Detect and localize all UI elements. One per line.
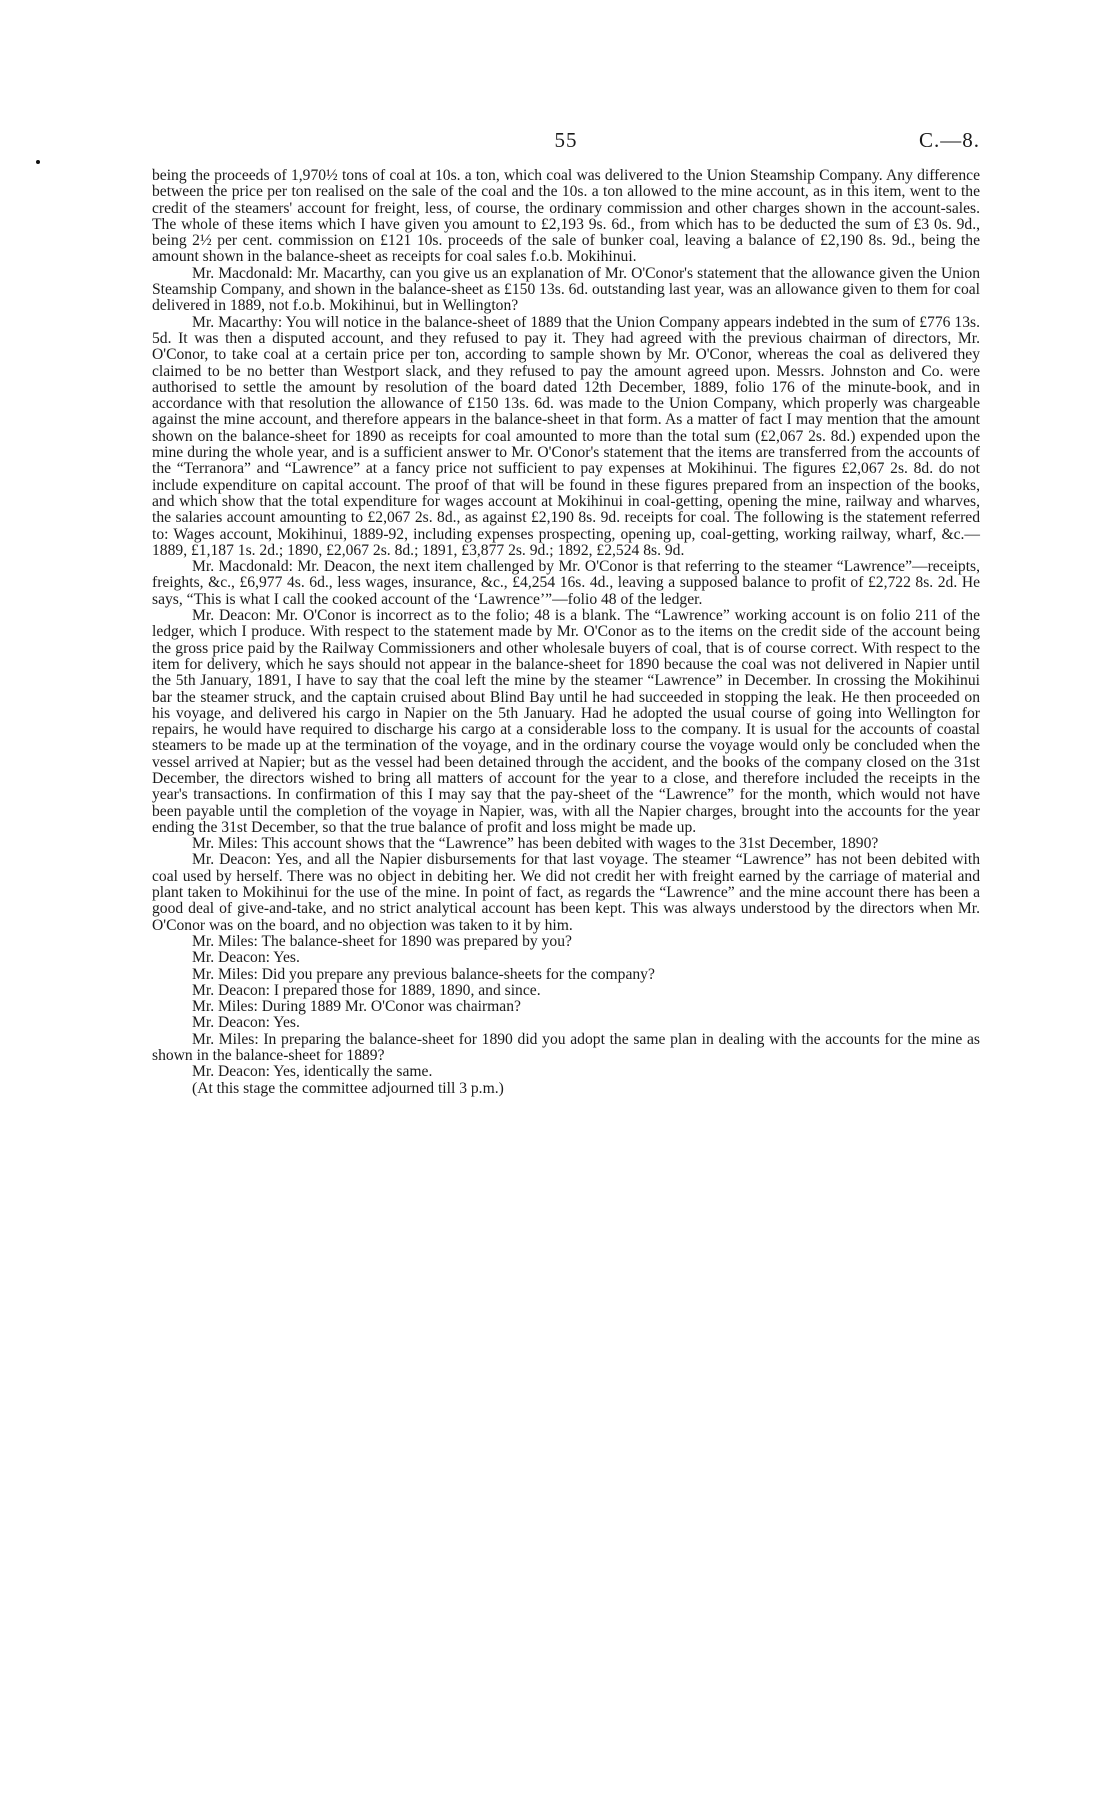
paragraph: Mr. Miles: This account shows that the “Lawrence” has been debited with wages to the 31st December, 1890? [192,835,879,853]
page-number: 55 [554,128,578,152]
body-text [152,168,980,1097]
paragraph: being the proceeds of 1,970½ tons of coal at 10s. a ton, which coal was delivered to the Union Steamship Company. Any difference between the price per ton realised on the sale of the coal and the 10s. a ton allowed to the mine account, as in this item, went to the credit of the steamers' account for freight, less, of course, the ordinary commission and other charges shown in the account-sales. The whole of these items which I have given you amount to £2,193 9s. 6d., from which has to be deducted the sum of £3 0s. 9d., being 2½ per cent. commission on £121 10s. proceeds of the sale of bunker coal, leaving a balance of £2,190 8s. 9d., being the amount shown in the balance-sheet as receipts for coal sales f.o.b. Mokihinui. [152,167,980,266]
document-page [152,128,980,1097]
paragraph: Mr. Macdonald: Mr. Deacon, the next item challenged by Mr. O'Conor is that referring to the steamer “Lawrence”—receipts, freights, &c., £6,977 4s. 6d., less wages, insurance, &c., £4,254 16s. 4d., leaving a supposed balance to profit of £2,722 8s. 2d. He says, “This is what I call the cooked account of the ‘Lawrence’”—folio 48 of the ledger. [152,558,980,608]
paragraph: Mr. Deacon: Mr. O'Conor is incorrect as to the folio; 48 is a blank. The “Lawrence” working account is on folio 211 of the ledger, which I produce. With respect to the statement made by Mr. O'Conor as to the items on the credit side of the account being the gross price paid by the Railway Commissioners and other wholesale buyers of coal, that is of course correct. With respect to the item for delivery, which he says should not appear in the balance-sheet for 1890 because the coal was not delivered in Napier until the 5th January, 1891, I have to say that the coal left the mine by the steamer “Lawrence” in December. In crossing the Mokihinui bar the steamer struck, and the captain cruised about Blind Bay until he had succeeded in stopping the leak. He then proceeded on his voyage, and delivered his cargo in Napier on the 5th January. Had he adopted the usual course of going into Wellington for repairs, he would have required to discharge his cargo at a considerable loss to the company. It is usual for the accounts of coastal steamers to be made up at the termination of the voyage, and in the ordinary course the voyage would only be concluded when the vessel arrived at Napier; but as the vessel had been detained through the accident, and the books of the company closed on the 31st December, the directors wished to bring all matters of account for the year to a close, and therefore included the receipts in the year's transactions. In confirmation of this I may say that the pay-sheet of the “Lawrence” for the month, which would not have been payable until the completion of the voyage in Napier, was, with all the Napier charges, brought into the accounts for the year ending the 31st December, so that the true balance of profit and loss might be made up. [152,607,980,836]
paragraph: Mr. Deacon: Yes. [192,949,300,967]
paragraph: Mr. Deacon: I prepared those for 1889, 1890, and since. [192,981,541,999]
paragraph: Mr. Deacon: Yes. [192,1014,300,1032]
paragraph: (At this stage the committee adjourned till 3 p.m.) [192,1079,504,1097]
document-code: C.—8. [918,128,980,152]
page-header [152,128,980,168]
paragraph: Mr. Miles: Did you prepare any previous balance-sheets for the company? [192,965,655,983]
paragraph: Mr. Miles: In preparing the balance-sheet for 1890 did you adopt the same plan in dealing with the accounts for the mine as shown in the balance-sheet for 1889? [152,1030,980,1065]
paragraph: Mr. Deacon: Yes, and all the Napier disbursements for that last voyage. The steamer “Lawrence” has not been debited with coal used by herself. There was no object in debiting her. We did not credit her with freight earned by the carriage of material and plant taken to Mokihinui for the use of the mine. In point of fact, as regards the “Lawrence” and the mine account there has been a good deal of give-and-take, and no strict analytical account has been kept. This was always understood by the directors when Mr. O'Conor was on the board, and no objection was taken to it by him. [152,851,980,934]
paragraph: Mr. Miles: The balance-sheet for 1890 was prepared by you? [192,932,572,950]
paragraph: Mr. Macdonald: Mr. Macarthy, can you give us an explanation of Mr. O'Conor's statement that the allowance given the Union Steamship Company, and shown in the balance-sheet as £150 13s. 6d. outstanding last year, was an allowance given to them for coal delivered in 1889, not f.o.b. Mokihinui, but in Wellington? [152,264,980,315]
margin-dot [36,160,40,164]
paragraph: Mr. Macarthy: You will notice in the balance-sheet of 1889 that the Union Company appears indebted in the sum of £776 13s. 5d. It was then a disputed account, and they refused to pay it. They had agreed with the previous chairman of directors, Mr. O'Conor, to take coal at a certain price per ton, according to sample shown by Mr. O'Conor, whereas the coal as delivered they claimed to be no better than Westport slack, and they refused to pay the amount agreed upon. Messrs. Johnston and Co. were authorised to settle the amount by resolution of the board dated 12th December, 1889, folio 176 of the minute-book, and in accordance with that resolution the allowance of £150 13s. 6d. was made to the Union Company, which properly was chargeable against the mine account, and therefore appears in the balance-sheet in that form. As a matter of fact I may mention that the amount shown on the balance-sheet for 1890 as receipts for coal amounted to more than the total sum (£2,067 2s. 8d.) expended upon the mine during the whole year, and is a sufficient answer to Mr. O'Conor's statement that the items are transferred from the accounts of the “Terranora” and “Lawrence” at a fancy price not sufficient to pay expenses at Mokihinui. The figures £2,067 2s. 8d. do not include expenditure on capital account. The proof of that will be found in these figures prepared from an inspection of the books, and which show that the total expenditure for wages account at Mokihinui in coal-getting, opening the mine, railway and wharves, the salaries account amounting to £2,067 2s. 8d., as against £2,190 8s. 9d. receipts for coal. The following is the statement referred to: Wages account, Mokihinui, 1889-92, including expenses prospecting, opening up, coal-getting, working railway, wharf, &c.—1889, £1,187 1s. 2d.; 1890, £2,067 2s. 8d.; 1891, £3,877 2s. 9d.; 1892, £2,524 8s. 9d. [152,313,980,559]
paragraph: Mr. Deacon: Yes, identically the same. [192,1063,433,1081]
paragraph: Mr. Miles: During 1889 Mr. O'Conor was chairman? [192,998,521,1016]
